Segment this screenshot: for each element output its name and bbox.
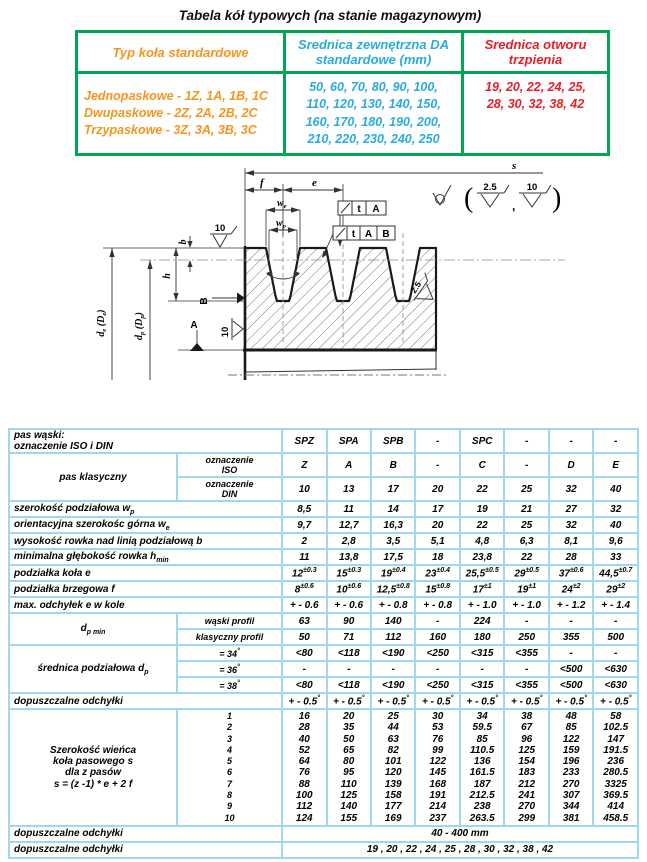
spec-cell: $15^{\pm 0.3}$ — [327, 565, 371, 581]
spec-cell: - — [371, 661, 415, 677]
spec-row-label: max. odchyłek e w kole — [9, 597, 282, 613]
spec-cell: + - 0.8 — [371, 597, 415, 613]
spec-cell: 250 — [504, 629, 548, 645]
svg-text:A: A — [372, 204, 380, 215]
svg-text:10: 10 — [526, 182, 538, 193]
spec-cell: B — [371, 453, 415, 477]
spec-group-label: pas klasyczny — [9, 453, 177, 501]
spec-cell: 22 — [504, 549, 548, 565]
spec-cell: 17,5 — [371, 549, 415, 565]
spec-cell: <190 — [371, 677, 415, 693]
spec-cell: - — [593, 613, 638, 629]
spec-cell: 2,8 — [327, 533, 371, 549]
spec-cell: 16 28 40 52 64 76 88 100 112 124 — [282, 709, 326, 826]
spec-cell: 22 — [460, 517, 504, 533]
spec-cell: - — [415, 453, 459, 477]
spec-cell: 4,8 — [460, 533, 504, 549]
spec-cell: 40 — [593, 477, 638, 501]
spec-cell: 28 — [549, 549, 593, 565]
svg-text:wp: $w_p$ — [276, 218, 286, 230]
spec-cell: 10 — [282, 477, 326, 501]
spec-cell: + - 0.5° — [415, 693, 459, 709]
spec-cell: $44,5^{\pm 0.7}$ — [593, 565, 638, 581]
datum-a — [190, 320, 204, 351]
spec-cell: 32 — [593, 501, 638, 517]
spec-row — [9, 453, 638, 477]
spec-cell: $19^{\pm 0.4}$ — [371, 565, 415, 581]
spec-sub-label: oznaczenie DIN — [177, 477, 282, 501]
spec-cell: 500 — [593, 629, 638, 645]
spec-cell: + - 0.6 — [327, 597, 371, 613]
spec-table — [8, 428, 639, 859]
spec-cell: A — [327, 453, 371, 477]
spec-cell: + - 0.5° — [282, 693, 326, 709]
spec-cell: - — [504, 453, 548, 477]
roughness-10-face-icon — [220, 318, 243, 340]
spec-sub-label: = 36° — [177, 661, 282, 677]
spec-sub-label: wąski profil — [177, 613, 282, 629]
spec-cell: - — [415, 613, 459, 629]
svg-text:f: f — [260, 177, 264, 189]
spec-sub-label: oznaczenie ISO — [177, 453, 282, 477]
spec-group-label: średnica podziałowa $d_p$ — [9, 645, 177, 693]
spec-cell: $12^{\pm 0.3}$ — [282, 565, 326, 581]
spec-group-label: $d_{p min}$ — [9, 613, 177, 645]
spec-cell: 21 — [504, 501, 548, 517]
spec-row — [9, 517, 638, 533]
spec-cell: $17^{\pm 1}$ — [460, 581, 504, 597]
spec-cell: <355 — [504, 677, 548, 693]
spec-cell: 17 — [415, 501, 459, 517]
spec-cell: - — [549, 613, 593, 629]
svg-text:dp (Dp): $d_p$ $(D_p)$ — [134, 312, 146, 340]
svg-text:we: $w_e$ — [277, 198, 287, 210]
spec-cell: D — [549, 453, 593, 477]
spec-cell: $37^{\pm 0.6}$ — [549, 565, 593, 581]
spec-row — [9, 645, 638, 661]
page-title: Tabela kół typowych (na stanie magazynowym) — [178, 8, 482, 23]
spec-row — [9, 533, 638, 549]
svg-text:2.5: 2.5 — [483, 182, 497, 193]
spec-sub-label: klasyczny profil — [177, 629, 282, 645]
spec-cell: - — [415, 429, 459, 453]
spec-cell: 140 — [371, 613, 415, 629]
spec-row — [9, 597, 638, 613]
spec-cell: 160 — [415, 629, 459, 645]
svg-text:e: e — [312, 177, 317, 189]
spec-row — [9, 693, 638, 709]
spec-cell: 71 — [327, 629, 371, 645]
spec-cell: + - 1.2 — [549, 597, 593, 613]
spec-cell: 2 — [282, 533, 326, 549]
spec-cell: <250 — [415, 677, 459, 693]
dimension-s — [245, 160, 543, 176]
spec-sub-label: 1 2 3 4 5 6 7 8 9 10 — [177, 709, 282, 826]
spec-cell: $12,5^{\pm 0.8}$ — [371, 581, 415, 597]
spec-row-label: pas wąski: oznaczenie ISO i DIN — [9, 429, 282, 453]
roughness-10-top-icon — [210, 223, 237, 247]
spec-row — [9, 613, 638, 629]
spec-cell: - — [504, 429, 548, 453]
stock-header-type: Typ koła standardowe — [77, 32, 285, 73]
spec-row — [9, 826, 638, 842]
spec-cell: + - 0.5° — [327, 693, 371, 709]
svg-text:B: B — [199, 297, 210, 305]
spec-cell: 30 53 76 99 122 145 168 191 214 237 — [415, 709, 459, 826]
spec-cell: <355 — [504, 645, 548, 661]
spec-row — [9, 709, 638, 826]
spec-cell: 9,7 — [282, 517, 326, 533]
spec-cell: + - 0.8 — [415, 597, 459, 613]
spec-cell: $23^{\pm 0.4}$ — [415, 565, 459, 581]
spec-cell: 20 35 50 65 80 95 110 125 140 155 — [327, 709, 371, 826]
spec-cell: <118 — [327, 677, 371, 693]
spec-cell: 25 — [504, 477, 548, 501]
spec-cell: 16,3 — [371, 517, 415, 533]
spec-cell: 17 — [371, 477, 415, 501]
spec-cell: Z — [282, 453, 326, 477]
spec-cell: $25,5^{\pm 0.5}$ — [460, 565, 504, 581]
spec-cell: 23,8 — [460, 549, 504, 565]
spec-cell: 5,1 — [415, 533, 459, 549]
spec-cell: <315 — [460, 645, 504, 661]
spec-cell: <315 — [460, 677, 504, 693]
spec-cell: 20 — [415, 517, 459, 533]
spec-row-label: dopuszczalne odchyłki — [9, 826, 282, 842]
dimension-f — [245, 177, 283, 193]
spec-wide-value: 40 - 400 mm — [282, 826, 638, 842]
spec-cell: $19^{\pm 1}$ — [504, 581, 548, 597]
spec-row-label: orientacyjna szerokośc górna $w_e$ — [9, 517, 282, 533]
spec-cell: <80 — [282, 645, 326, 661]
pulley-groove-drawing — [0, 158, 647, 426]
spec-cell: SPB — [371, 429, 415, 453]
svg-text:t: t — [351, 229, 356, 240]
spec-cell: - — [504, 661, 548, 677]
svg-text:h: h — [162, 273, 173, 279]
stock-header-row — [77, 32, 609, 73]
spec-cell: + - 0.6 — [282, 597, 326, 613]
spec-row-label: dopuszczalne odchyłki — [9, 842, 282, 858]
svg-text:A: A — [364, 229, 373, 240]
svg-text:t: t — [357, 204, 361, 215]
svg-text:B: B — [382, 229, 390, 240]
spec-row — [9, 842, 638, 858]
spec-cell: 6,3 — [504, 533, 548, 549]
spec-cell: 27 — [549, 501, 593, 517]
spec-cell: <630 — [593, 661, 638, 677]
svg-text:): ) — [552, 183, 562, 214]
stock-types: Jednopaskowe - 1Z, 1A, 1B, 1C Dwupaskowe - 2Z, 2A, 2B, 2C Trzypaskowe - 3Z, 3A, 3B, 3C — [77, 73, 285, 155]
spec-cell: + - 0.5° — [593, 693, 638, 709]
spec-cell: 355 — [549, 629, 593, 645]
spec-table-body — [9, 429, 638, 858]
spec-row — [9, 549, 638, 565]
spec-row — [9, 565, 638, 581]
spec-cell: 63 — [282, 613, 326, 629]
spec-cell: 48 85 122 159 196 233 270 307 344 381 — [549, 709, 593, 826]
svg-text:A: A — [190, 320, 198, 331]
spec-cell: $8^{\pm 0.6}$ — [282, 581, 326, 597]
spec-cell: - — [593, 645, 638, 661]
spec-row-label: minimalna głębokość rowka $h_{min}$ — [9, 549, 282, 565]
surface-finish-note — [433, 182, 561, 214]
spec-cell: 11 — [282, 549, 326, 565]
spec-cell: + - 1.4 — [593, 597, 638, 613]
spec-cell: 18 — [415, 549, 459, 565]
spec-cell: 12,7 — [327, 517, 371, 533]
spec-cell: <118 — [327, 645, 371, 661]
spec-cell: $29^{\pm 2}$ — [593, 581, 638, 597]
spec-cell: 112 — [371, 629, 415, 645]
spec-cell: $24^{\pm 2}$ — [549, 581, 593, 597]
spec-cell: + - 0.5° — [549, 693, 593, 709]
svg-text:(: ( — [464, 183, 474, 214]
spec-cell: 40 — [593, 517, 638, 533]
spec-cell: - — [549, 429, 593, 453]
pulley-body — [228, 246, 448, 380]
spec-cell: 25 44 63 82 101 120 139 158 177 169 — [371, 709, 415, 826]
spec-cell: + - 0.5° — [460, 693, 504, 709]
spec-cell: 33 — [593, 549, 638, 565]
spec-row-label: wysokość rowka nad linią podziałową b — [9, 533, 282, 549]
dimension-b — [178, 236, 193, 272]
spec-cell: <500 — [549, 661, 593, 677]
spec-cell: 58 102.5 147 191.5 236 280.5 3325 369.5 414 458.5 — [593, 709, 638, 826]
spec-cell: <500 — [549, 677, 593, 693]
stock-table — [75, 30, 610, 156]
dimension-dp — [134, 260, 153, 380]
spec-cell: 13,8 — [327, 549, 371, 565]
spec-cell: 180 — [460, 629, 504, 645]
spec-cell: 8,5 — [282, 501, 326, 517]
spec-row-label: szerokość podziałowa $w_p$ — [9, 501, 282, 517]
spec-sub-label: = 34° — [177, 645, 282, 661]
svg-text:,: , — [512, 199, 516, 213]
spec-cell: $10^{\pm 0.6}$ — [327, 581, 371, 597]
spec-cell: 90 — [327, 613, 371, 629]
spec-cell: 20 — [415, 477, 459, 501]
spec-cell: - — [504, 613, 548, 629]
stock-header-outer-diameter: Srednica zewnętrzna DA standardowe (mm) — [285, 32, 463, 73]
spec-cell: 50 — [282, 629, 326, 645]
spec-cell: SPZ — [282, 429, 326, 453]
spec-row-label: dopuszczalne odchyłki — [9, 693, 282, 709]
stock-diameters: 50, 60, 70, 80, 90, 100, 110, 120, 130, 140, 150, 160, 170, 180, 190, 200, 210, 220, 230, 240, 250 — [285, 73, 463, 155]
spec-cell: <190 — [371, 645, 415, 661]
spec-cell: - — [327, 661, 371, 677]
spec-cell: 13 — [327, 477, 371, 501]
spec-cell: 11 — [327, 501, 371, 517]
spec-cell: 25 — [504, 517, 548, 533]
spec-row-label: podziałka brzegowa f — [9, 581, 282, 597]
spec-cell: E — [593, 453, 638, 477]
spec-cell: + - 0.5° — [504, 693, 548, 709]
stock-body-row — [77, 73, 609, 155]
spec-cell: + - 1.0 — [504, 597, 548, 613]
spec-cell: 38 67 96 125 154 183 212 241 270 299 — [504, 709, 548, 826]
spec-cell: + - 0.5° — [371, 693, 415, 709]
spec-cell: - — [282, 661, 326, 677]
spec-cell: $29^{\pm 0.5}$ — [504, 565, 548, 581]
spec-cell: - — [549, 645, 593, 661]
spec-sub-label: = 38° — [177, 677, 282, 693]
spec-row — [9, 429, 638, 453]
dimension-h — [162, 248, 179, 301]
spec-cell: 32 — [549, 477, 593, 501]
spec-cell: 224 — [460, 613, 504, 629]
svg-text:s: s — [512, 160, 517, 172]
spec-cell: 14 — [371, 501, 415, 517]
spec-cell: C — [460, 453, 504, 477]
spec-cell: <630 — [593, 677, 638, 693]
spec-cell: + - 1.0 — [460, 597, 504, 613]
svg-text:2.5: 2.5 — [408, 279, 424, 295]
stock-header-bore: Srednica otworu trzpienia — [463, 32, 609, 73]
dimension-de — [96, 248, 115, 380]
spec-wide-value: 19 , 20 , 22 , 24 , 25 , 28 , 30 , 32 , 38 , 42 — [282, 842, 638, 858]
spec-cell: 9,6 — [593, 533, 638, 549]
spec-cell: SPC — [460, 429, 504, 453]
spec-cell: - — [415, 661, 459, 677]
spec-cell: - — [593, 429, 638, 453]
datum-b — [199, 293, 245, 305]
spec-cell: <80 — [282, 677, 326, 693]
svg-text:10: 10 — [220, 326, 231, 338]
spec-row — [9, 501, 638, 517]
svg-text:de (De): $d_e$ $(D_e)$ — [96, 309, 108, 337]
spec-cell: 8,1 — [549, 533, 593, 549]
svg-text:10: 10 — [214, 223, 226, 234]
spec-cell: $15^{\pm 0.8}$ — [415, 581, 459, 597]
spec-row-label: podziałka koła e — [9, 565, 282, 581]
spec-cell: 34 59.5 85 110.5 136 161.5 187 212.5 238 263.5 — [460, 709, 504, 826]
spec-cell: 19 — [460, 501, 504, 517]
spec-cell: <250 — [415, 645, 459, 661]
dimension-e — [283, 177, 343, 193]
spec-group-label: Szerokość wieńca koła pasowego s dla z pasów s = (z -1) * e + 2 f — [9, 709, 177, 826]
spec-row — [9, 581, 638, 597]
svg-text:b: b — [178, 239, 189, 245]
stock-bores: 19, 20, 22, 24, 25, 28, 30, 32, 38, 42 — [463, 73, 609, 155]
spec-cell: 32 — [549, 517, 593, 533]
spec-cell: 22 — [460, 477, 504, 501]
spec-cell: 3,5 — [371, 533, 415, 549]
spec-cell: SPA — [327, 429, 371, 453]
spec-cell: - — [460, 661, 504, 677]
